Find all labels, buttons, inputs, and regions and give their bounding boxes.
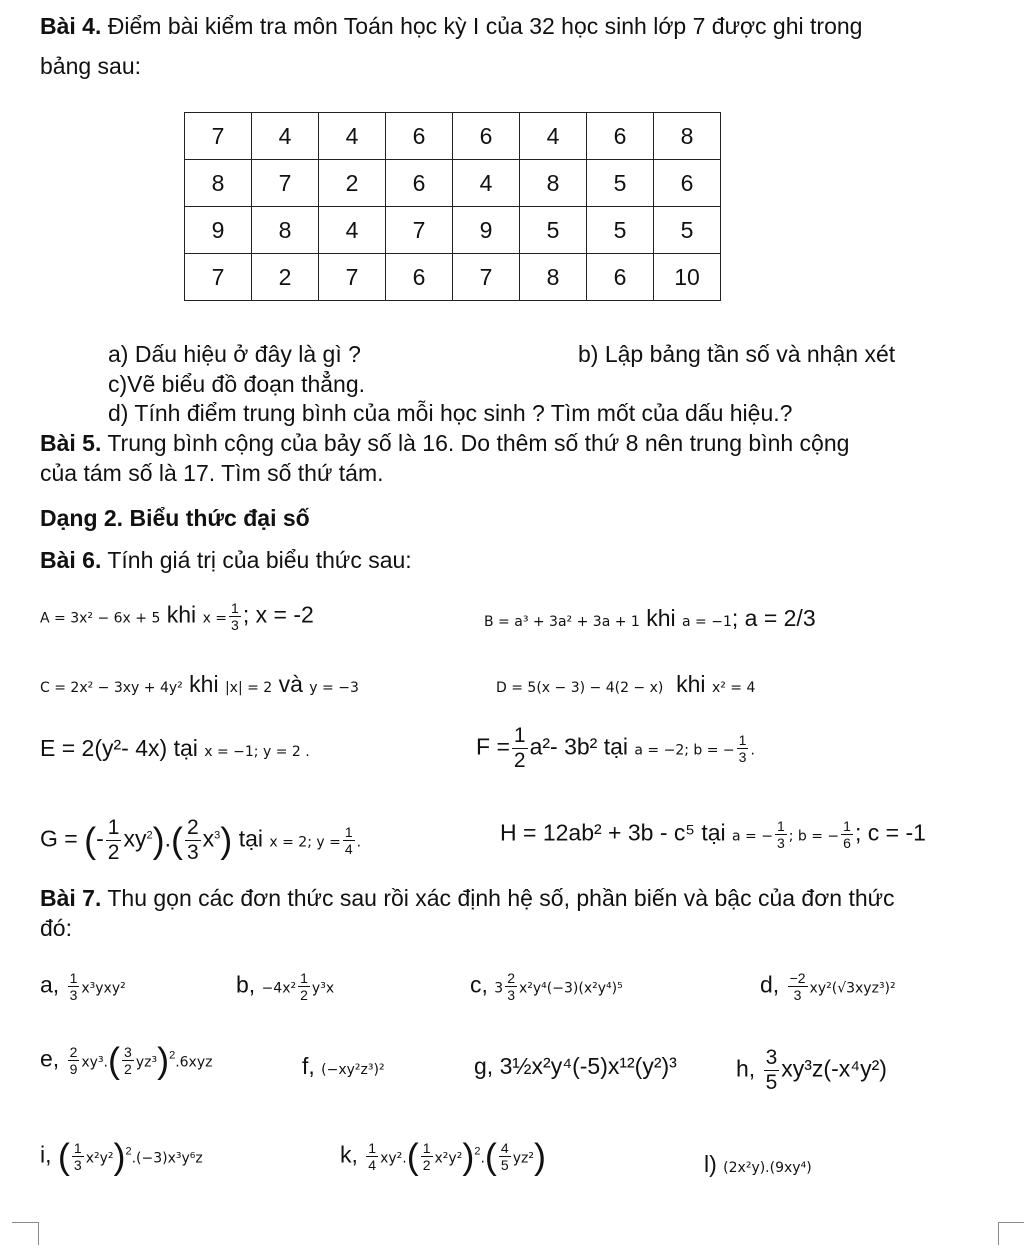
expr-H-formula: H = 12ab² + 3b - c⁵ [500,819,695,846]
score-table [184,112,721,301]
expr-B [484,604,816,636]
table-cell: 4 [453,160,520,207]
item-h-label: h, [736,1055,756,1082]
item-f [302,1052,385,1084]
expr-E-formula: E = 2(y²- 4x) [40,735,168,761]
table-cell: 7 [185,254,252,301]
bai7-l1: Thu gọn các đơn thức sau rồi xác định hệ số, phần biến và bậc của đơn thức [101,885,895,911]
expr-D [496,670,755,702]
expr-C-formula: C = 2x² − 3xy + 4y² [40,680,183,696]
item-b-label: b, [236,971,256,998]
bai4-intro-l1: Điểm bài kiểm tra môn Toán học kỳ I của 32 học sinh lớp 7 được ghi trong [101,13,863,39]
expr-B-cond1: a = −1 [682,614,732,630]
table-cell: 5 [587,207,654,254]
table-cell: 4 [252,113,319,160]
table-cell: 5 [587,160,654,207]
expr-F-cond: a = −2; b = − [634,742,735,759]
question-b: b) Lập bảng tần số và nhận xét [578,341,896,367]
expr-E-cond: x = −1; y = 2 . [204,744,310,760]
table-cell: 7 [453,254,520,301]
table-cell: 8 [654,113,721,160]
table-cell: 9 [185,207,252,254]
table-cell: 6 [587,113,654,160]
table-cell: 6 [587,254,654,301]
item-f-label: f, [302,1053,315,1079]
expr-B-formula: B = a³ + 3a² + 3a + 1 [484,614,640,630]
table-cell: 2 [319,160,386,207]
va-label: và [278,671,303,697]
bai6-line [40,546,412,574]
table-cell: 4 [319,113,386,160]
table-cell: 7 [185,113,252,160]
expr-G-cond: x = 2; y = [269,834,341,851]
expr-F-pre: F = [476,733,510,760]
table-row [185,254,721,301]
table-cell: 10 [654,254,721,301]
bai5-l2: của tám số là 17. Tìm số thứ tám. [40,460,384,486]
item-k: k, $\frac{1}{4}$ xy².( $\frac{1}{2}$ x²y²)$^2$.( $\frac{4}{5}$ yz²) [340,1135,546,1177]
table-cell: 7 [319,254,386,301]
item-c-label: c, [470,971,488,998]
bai7-heading: Bài 7. [40,885,102,911]
item-g [474,1052,677,1080]
item-d-post: xy²(√3xyz³)² [809,980,896,997]
table-cell: 8 [520,254,587,301]
khi-label: khi [676,671,706,697]
table-cell: 6 [654,160,721,207]
expr-G-pre: G = [40,825,78,852]
expr-H-cond: a = − [732,828,773,845]
item-h: h, $\frac{3}{5}$ xy³z(-x⁴y²) [736,1046,887,1094]
tai-label: tại [173,735,198,761]
bai7-l2: đó: [40,915,72,941]
item-i: i, ( $\frac{1}{3}$ x²y²)$^2$.(−3)x³y⁶z [40,1135,203,1177]
item-b-pre: −4x² [261,980,297,997]
expr-F-post: a²- 3b² [529,733,598,760]
item-l-label: l) [704,1151,717,1177]
item-a-label: a, [40,971,60,998]
khi-label: khi [166,601,197,628]
item-k-label: k, [340,1141,358,1168]
bai5-line1 [40,429,849,457]
expr-E [40,734,310,766]
item-d-label: d, [760,971,780,998]
item-c-pre: 3 [494,980,504,997]
item-c-post: x²y⁴(−3)(x²y⁴)⁵ [519,980,623,997]
table-cell: 5 [520,207,587,254]
item-f-expr: (−xy²z³)² [321,1062,385,1078]
item-g-expr: 3½x²y⁴(-5)x¹²(y²)³ [499,1053,677,1079]
tai-label: tại [603,733,628,760]
expr-A-formula: A = 3x² − 6x + 5 [40,610,161,627]
table-row [185,207,721,254]
item-b: b, −4x² $\frac{1}{2}$ y³x [236,970,335,1003]
expr-D-cond: x² = 4 [711,680,756,696]
page-corner-left [12,1222,39,1245]
expr-H: H = 12ab² + 3b - c⁵ tại a = − $\frac{1}{3}$ ; b = − $\frac{1}{6}$ ; c = -1 [500,818,926,851]
table-cell: 2 [252,254,319,301]
expr-B-cond2: ; a = 2/3 [731,605,816,631]
item-e-post: .6xyz [175,1054,213,1071]
question-a: a) Dấu hiệu ở đây là gì ? [108,341,361,367]
table-cell: 7 [252,160,319,207]
question-c: c)Vẽ biểu đồ đoạn thẳng. [108,371,366,397]
item-i-post: .(−3)x³y⁶z [131,1150,203,1167]
expr-D-formula: D = 5(x − 3) − 4(2 − x) [496,680,664,696]
tai-label: tại [238,825,263,852]
dang2-heading: Dạng 2. Biểu thức đại số [40,505,310,531]
bai4-heading: Bài 4. [40,13,102,39]
item-e-label: e, [40,1045,60,1072]
table-cell: 4 [319,207,386,254]
expr-H-cond-c: ; c = -1 [854,819,926,846]
bai7-line1 [40,884,895,912]
bai4-intro-l2: bảng sau: [40,53,142,79]
item-b-post: y³x [311,980,335,997]
table-cell: 6 [386,160,453,207]
khi-label: khi [189,671,219,697]
khi-label: khi [646,605,676,631]
table-cell: 6 [386,254,453,301]
bai4-line1 [40,12,862,40]
expr-C-cond2: y = −3 [309,680,359,696]
expr-A: A = 3x² − 6x + 5 khi x = $\frac{1}{3}$ ; x = -2 [40,600,314,633]
table-cell: 7 [386,207,453,254]
item-i-label: i, [40,1141,52,1168]
expr-F: F = $\frac{1}{2}$ a²- 3b² tại a = −2; b = − $\frac{1}{3}$ . [476,724,755,772]
item-a-expr: x³yxy² [81,980,126,997]
tai-label: tại [701,819,726,846]
expr-C-cond: |x| = 2 [224,680,273,696]
item-l-expr: (2x²y).(9xy⁴) [723,1160,812,1176]
bai5-heading: Bài 5. [40,430,102,456]
expr-G: G = (- $\frac{1}{2}$ $xy^2$).( $\frac{2}{3}$ $x^3$) tại x = 2; y = $\frac{1}{4}$ . [40,816,362,864]
table-row [185,160,721,207]
table-cell: 5 [654,207,721,254]
item-c: c, 3 $\frac{2}{3}$ x²y⁴(−3)(x²y⁴)⁵ [470,970,623,1003]
item-h-post: xy³z(-x⁴y²) [781,1055,887,1082]
page-corner-right [998,1222,1024,1245]
table-cell: 8 [185,160,252,207]
table-cell: 8 [252,207,319,254]
item-d: d, $\frac{-2}{3}$ xy²(√3xyz³)² [760,970,896,1003]
bai6-title: Tính giá trị của biểu thức sau: [101,547,412,573]
bai6-heading: Bài 6. [40,547,102,573]
expr-A-cond: ; x = -2 [242,601,314,628]
item-g-label: g, [474,1053,494,1079]
table-row [185,113,721,160]
table-cell: 8 [520,160,587,207]
item-a: a, $\frac{1}{3}$ x³yxy² [40,970,126,1003]
expr-H-cond-b: ; b = − [788,828,840,845]
table-cell: 9 [453,207,520,254]
item-l [704,1150,812,1182]
bai5-l1: Trung bình cộng của bảy số là 16. Do thêm số thứ 8 nên trung bình cộng [101,430,850,456]
table-cell: 6 [453,113,520,160]
table-cell: 4 [520,113,587,160]
item-e: e, $\frac{2}{9}$ xy³.( $\frac{3}{2}$ yz³)$^2$.6xyz [40,1039,213,1081]
expr-C [40,670,359,702]
table-cell: 6 [386,113,453,160]
question-d: d) Tính điểm trung bình của mỗi học sinh ? Tìm mốt của dấu hiệu.? [108,400,793,426]
